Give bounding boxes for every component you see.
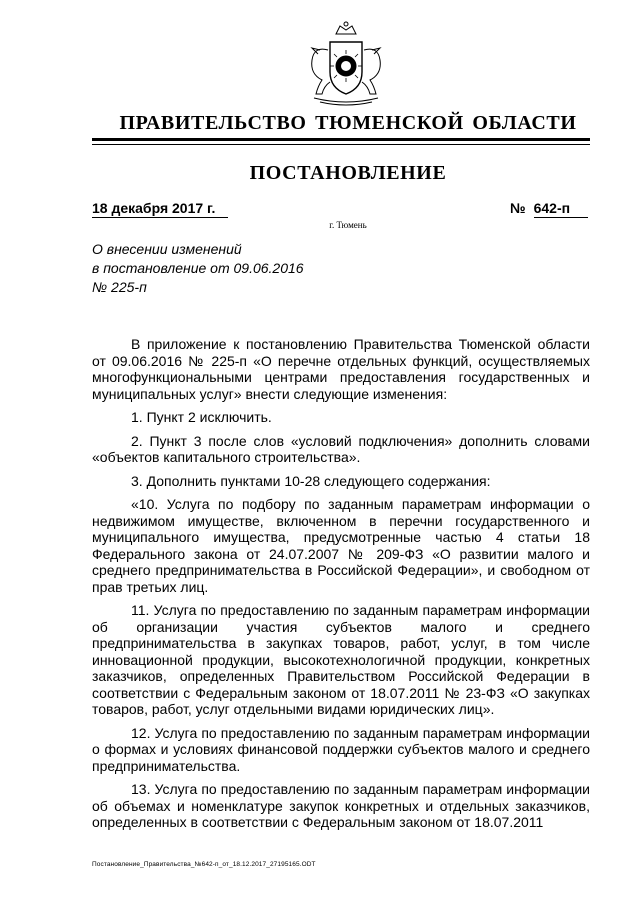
- subject-line: № 225-п: [92, 279, 147, 295]
- body-paragraph: В приложение к постановлению Правительства Тюменской области от 09.06.2016 № 225-п «О перечне отдельных функций, осуществляемых многофункциональными центрами предоставления государственных и муниципальных услуг» внести следующие изменения:: [92, 336, 590, 402]
- subject-line: в постановление от 09.06.2016: [92, 260, 304, 276]
- header-divider: [92, 138, 590, 145]
- document-date: 18 декабря 2017 г.: [92, 200, 228, 218]
- body-paragraph: 1. Пункт 2 исключить.: [131, 409, 272, 425]
- document-type: ПОСТАНОВЛЕНИЕ: [249, 162, 447, 184]
- subject-line: О внесении изменений: [92, 241, 242, 257]
- body-paragraph: 12. Услуга по предоставлению по заданным параметрам информации о формах и условиях финансовой поддержки субъектов малого и среднего предпринимательства.: [92, 724, 590, 774]
- number-value: 642-п: [534, 200, 588, 218]
- coat-of-arms-icon: [300, 20, 392, 110]
- footer-filename: Постановление_Правительства_№642-п_от_18.12.2017_27195165.ODT: [92, 861, 316, 868]
- document-body: [92, 336, 590, 838]
- body-paragraph: 13. Услуга по предоставлению по заданным параметрам информации об объемах и номенклатуре закупок конкретных и отдельных заказчиков, определенных в соответствии с Федеральным законом от 18.07.2011: [92, 781, 590, 830]
- organization-title: ПРАВИТЕЛЬСТВО ТЮМЕНСКОЙ ОБЛАСТИ: [119, 112, 577, 134]
- body-paragraph: «10. Услуга по подбору по заданным параметрам информации о недвижимом имуществе, включенном в перечни государственного и муниципального имущества, предусмотренные частью 4 статьи 18 Федерального закона от 24.07.2007 № 209-ФЗ «О развитии малого и среднего предпринимательства в Российской Федерации», и свободном от прав третьих лиц.: [92, 496, 590, 595]
- body-paragraph: 11. Услуга по предоставлению по заданным параметрам информации об организации участия субъектов малого и среднего предпринимательства в закупках товаров, работ, услуг, в том числе инновационной продукции, высокотехнологичной продукции, конкретных заказчиков, определенных Правительством Российской Федерации в соответствии с Федеральным законом от 18.07.2011 № 23-ФЗ «О закупках товаров, работ, услуг отдельными видами юридических лиц».: [92, 602, 590, 717]
- body-paragraph: 3. Дополнить пунктами 10-28 следующего содержания:: [131, 472, 491, 489]
- body-paragraph: 2. Пункт 3 после слов «условий подключения» дополнить словами «объектов капитального строительства».: [92, 432, 590, 465]
- document-city: г. Тюмень: [329, 220, 367, 230]
- number-prefix: №: [510, 200, 526, 216]
- document-subject: [92, 240, 352, 297]
- document-number: [510, 200, 588, 218]
